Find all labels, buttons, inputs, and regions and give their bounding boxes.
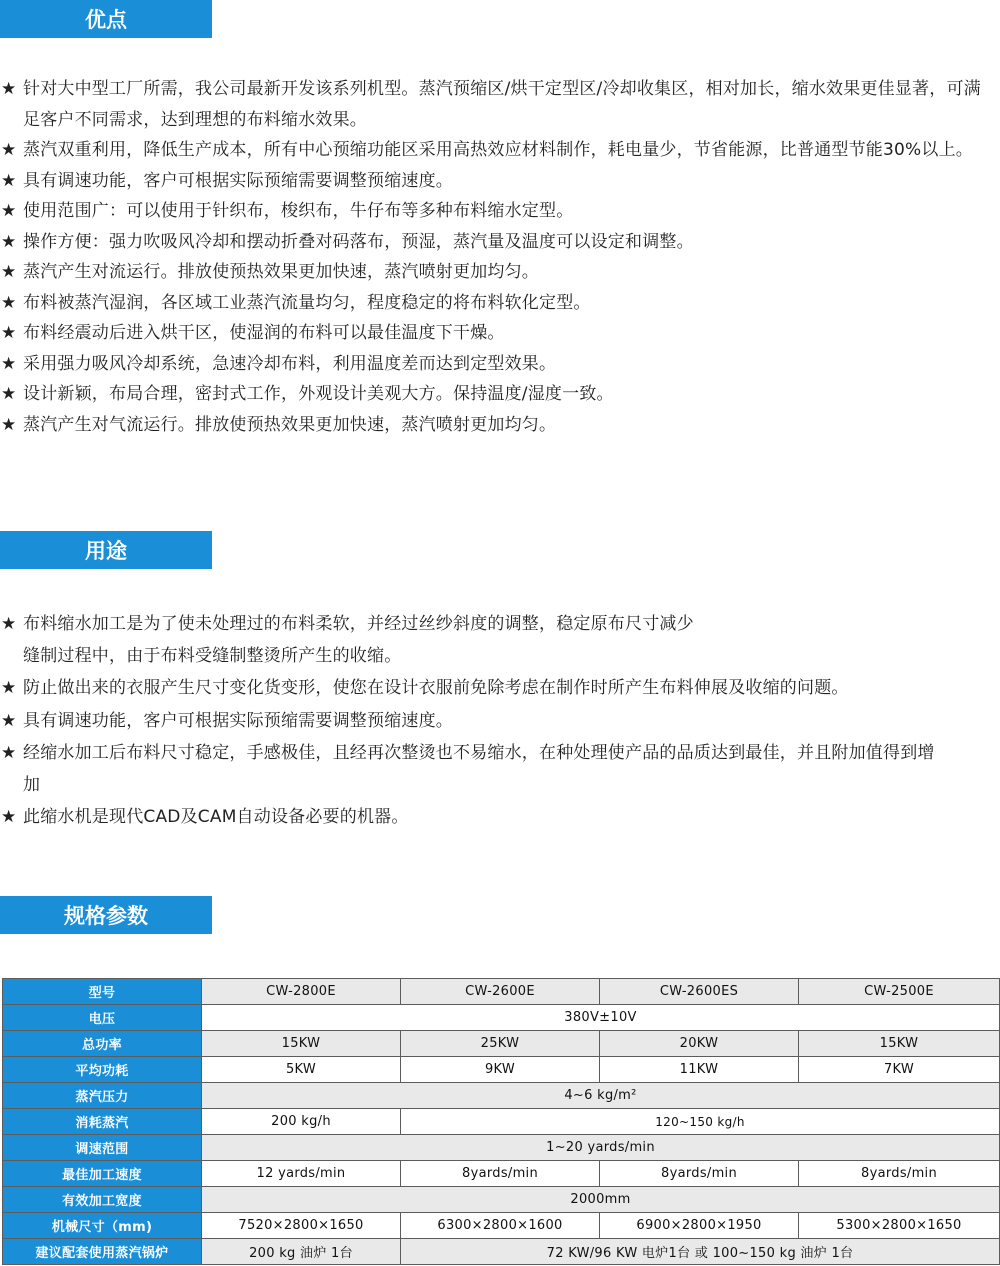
table-cell: CW-2600E [401, 979, 600, 1005]
star-icon: ★ [1, 79, 17, 99]
list-item [0, 737, 960, 801]
star-icon: ★ [1, 710, 17, 731]
row-label: 消耗蒸汽 [3, 1109, 202, 1135]
star-icon: ★ [1, 614, 17, 634]
table-cell: 20KW [600, 1031, 799, 1057]
table-cell: 200 kg/h [202, 1109, 401, 1135]
uses-list [0, 608, 1000, 833]
advantages-list [0, 74, 1000, 440]
list-item-text: 经缩水加工后布料尺寸稳定，手感极佳，且经再次整烫也不易缩水，在种处理使产品的品质达到最佳，并且附加值得到增加 [23, 742, 935, 796]
list-item [0, 801, 1000, 833]
table-row [3, 1187, 1000, 1213]
star-icon: ★ [1, 170, 17, 191]
row-label: 最佳加工速度 [3, 1161, 202, 1187]
list-item-text: 具有调速功能，客户可根据实际预缩需要调整预缩速度。 [23, 170, 453, 191]
star-icon: ★ [1, 807, 17, 828]
spec-table [2, 978, 1000, 1265]
row-label: 平均功耗 [3, 1057, 202, 1083]
table-cell: CW-2600ES [600, 979, 799, 1005]
table-cell: 4~6 kg/m² [202, 1083, 1000, 1109]
star-icon: ★ [1, 231, 17, 252]
star-icon: ★ [1, 414, 17, 435]
list-item-text: 蒸汽双重利用，降低生产成本，所有中心预缩功能区采用高热效应材料制作，耗电量少，节省能源，比普通型节能30%以上。 [23, 140, 973, 160]
list-item-text: 蒸汽产生对流运行。排放使预热效果更加快速，蒸汽喷射更加均匀。 [23, 262, 539, 282]
row-label: 蒸汽压力 [3, 1083, 202, 1109]
star-icon: ★ [1, 353, 17, 374]
table-row [3, 1031, 1000, 1057]
list-item-text: 此缩水机是现代CAD及CAM自动设备必要的机器。 [23, 807, 409, 828]
table-cell: 11KW [600, 1057, 799, 1083]
table-cell: 15KW [202, 1031, 401, 1057]
advantages-heading: 优点 [0, 0, 212, 38]
list-item [0, 288, 1000, 319]
list-item [0, 379, 1000, 410]
table-row [3, 1161, 1000, 1187]
table-cell: 7KW [799, 1057, 1000, 1083]
table-cell: 1~20 yards/min [202, 1135, 1000, 1161]
list-item [0, 257, 1000, 288]
table-cell: CW-2500E [799, 979, 1000, 1005]
star-icon: ★ [1, 742, 17, 763]
table-row [3, 1239, 1000, 1265]
list-item [0, 705, 1000, 737]
table-cell: 8yards/min [799, 1161, 1000, 1187]
uses-heading: 用途 [0, 531, 212, 569]
table-row [3, 1083, 1000, 1109]
row-label: 电压 [3, 1005, 202, 1031]
table-cell: 200 kg 油炉 1台 [202, 1239, 401, 1265]
star-icon: ★ [1, 201, 17, 221]
table-cell: 6300×2800×1600 [401, 1213, 600, 1239]
list-item [0, 672, 1000, 704]
list-item-text: 使用范围广：可以使用于针织布，梭织布，牛仔布等多种布料缩水定型。 [23, 201, 574, 221]
table-cell: 12 yards/min [202, 1161, 401, 1187]
star-icon: ★ [1, 262, 17, 282]
table-row [3, 979, 1000, 1005]
table-row [3, 1135, 1000, 1161]
star-icon: ★ [1, 292, 17, 313]
table-cell: 5KW [202, 1057, 401, 1083]
list-item [0, 74, 1000, 135]
table-cell: 9KW [401, 1057, 600, 1083]
list-item-text: 针对大中型工厂所需，我公司最新开发该系列机型。蒸汽预缩区/烘干定型区/冷却收集区，相对加长，缩水效果更佳显著，可满足客户不同需求，达到理想的布料缩水效果。 [23, 79, 981, 130]
list-item-text: 布料经震动后进入烘干区，使湿润的布料可以最佳温度下干燥。 [23, 323, 505, 343]
list-item [0, 227, 1000, 258]
table-cell: 25KW [401, 1031, 600, 1057]
table-cell: 7520×2800×1650 [202, 1213, 401, 1239]
table-cell: 380V±10V [202, 1005, 1000, 1031]
list-item-text: 设计新颖，布局合理，密封式工作，外观设计美观大方。保持温度/湿度一致。 [23, 384, 614, 404]
table-cell: 2000mm [202, 1187, 1000, 1213]
row-label: 型号 [3, 979, 202, 1005]
table-cell: 5300×2800×1650 [799, 1213, 1000, 1239]
list-item-text: 布料被蒸汽湿润，各区域工业蒸汽流量均匀，程度稳定的将布料软化定型。 [23, 292, 591, 313]
row-label: 总功率 [3, 1031, 202, 1057]
row-label: 有效加工宽度 [3, 1187, 202, 1213]
list-item [0, 608, 720, 672]
list-item [0, 410, 1000, 441]
table-cell: 6900×2800×1950 [600, 1213, 799, 1239]
list-item [0, 318, 1000, 349]
table-row [3, 1057, 1000, 1083]
specs-heading: 规格参数 [0, 896, 212, 934]
list-item [0, 166, 1000, 197]
table-cell: 120~150 kg/h [401, 1109, 1000, 1135]
row-label: 建议配套使用蒸汽锅炉 [3, 1239, 202, 1265]
table-row [3, 1005, 1000, 1031]
star-icon: ★ [1, 323, 17, 343]
table-cell: CW-2800E [202, 979, 401, 1005]
list-item-text: 布料缩水加工是为了使未处理过的布料柔软，并经过丝纱斜度的调整，稳定原布尺寸减少缝制过程中，由于布料受缝制整烫所产生的收缩。 [23, 614, 694, 667]
list-item-text: 采用强力吸风冷却系统，急速冷却布料，利用温度差而达到定型效果。 [23, 353, 557, 374]
row-label: 机械尺寸（mm) [3, 1213, 202, 1239]
table-cell: 8yards/min [401, 1161, 600, 1187]
table-cell: 72 KW/96 KW 电炉1台 或 100~150 kg 油炉 1台 [401, 1239, 1000, 1265]
list-item-text: 操作方便：强力吹吸风冷却和摆动折叠对码落布，预湿，蒸汽量及温度可以设定和调整。 [23, 231, 694, 252]
list-item-text: 蒸汽产生对气流运行。排放使预热效果更加快速，蒸汽喷射更加均匀。 [23, 414, 557, 435]
list-item [0, 349, 1000, 380]
table-cell: 8yards/min [600, 1161, 799, 1187]
list-item-text: 具有调速功能，客户可根据实际预缩需要调整预缩速度。 [23, 710, 453, 731]
star-icon: ★ [1, 384, 17, 404]
list-item-text: 防止做出来的衣服产生尺寸变化货变形，使您在设计衣服前免除考虑在制作时所产生布料伸展及收缩的问题。 [23, 678, 849, 699]
table-row [3, 1109, 1000, 1135]
table-row [3, 1213, 1000, 1239]
row-label: 调速范围 [3, 1135, 202, 1161]
table-cell: 15KW [799, 1031, 1000, 1057]
star-icon: ★ [1, 678, 17, 699]
list-item [0, 135, 1000, 166]
star-icon: ★ [1, 140, 17, 160]
list-item [0, 196, 1000, 227]
